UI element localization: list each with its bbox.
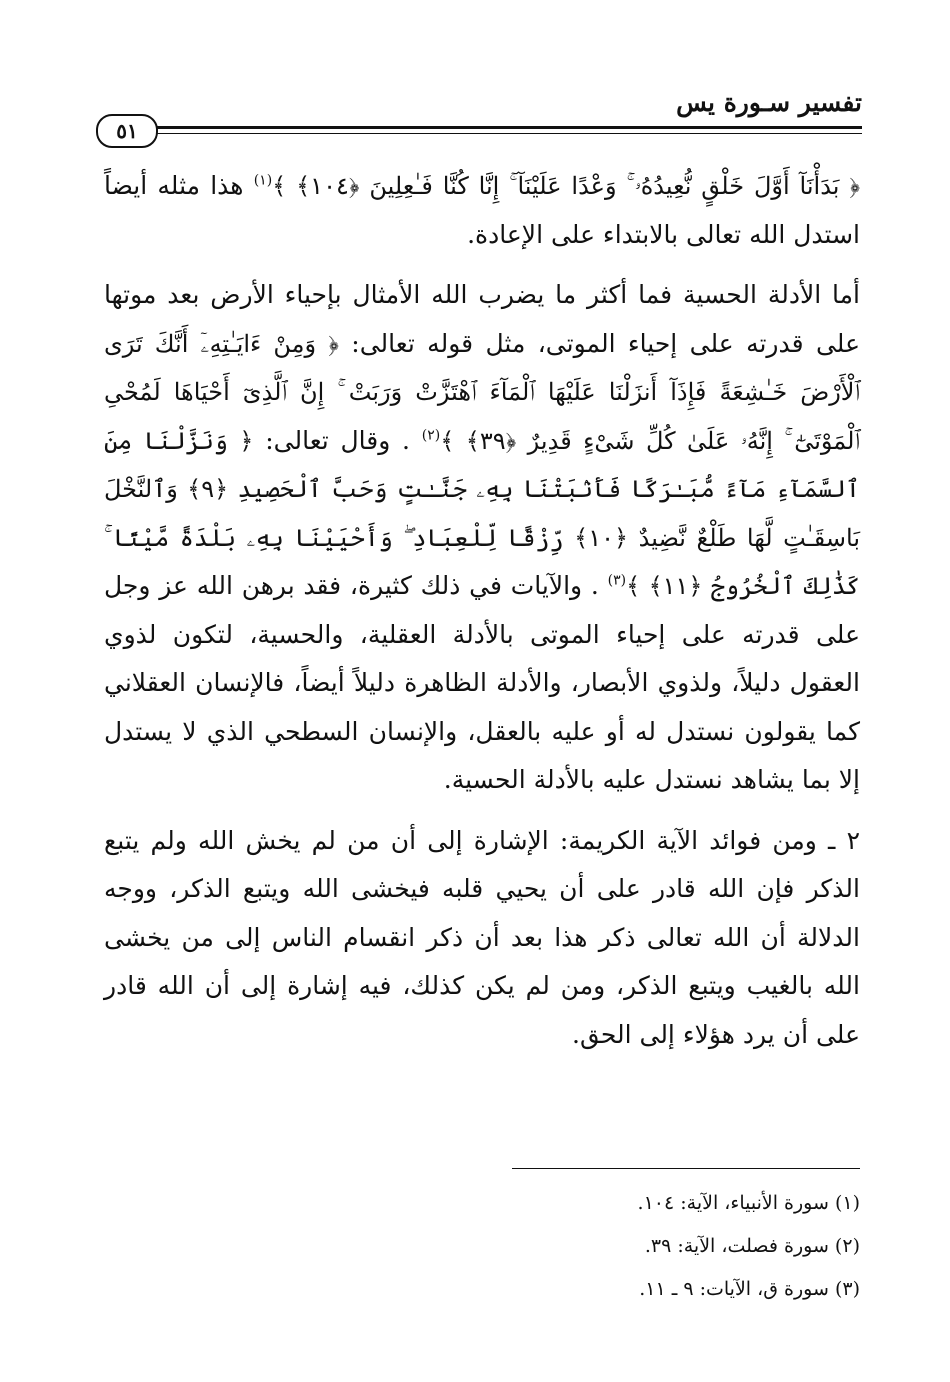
paragraph-3: ٢ ـ ومن فوائد الآية الكريمة: الإشارة إلى أن من لم يخش الله ولم يتبع الذكر فإن الله قادر على أن يحيي قلبه فيخشى الله ويتبع الذكر، ووجه الدلالة أن الله تعالى ذكر هذا بعد أن ذكر انقسام الناس إلى من يخشى الله بالغيب ويتبع الذكر، ومن لم يكن كذلك، فيه إشارة إلى أن الله قادر على أن يرد هؤلاء إلى الحق. <box>104 825 860 1049</box>
page-header <box>96 78 862 158</box>
paragraph-text: . وقال تعالى: <box>265 425 411 455</box>
page-number: ٥١ <box>96 114 158 148</box>
running-title: تفسير سـورة يس <box>676 88 862 117</box>
quran-verse: ﴿ وَمِنْ ءَايَـٰتِهِۦٓ أَنَّكَ تَرَى ٱلْأَرْضَ خَـٰشِعَةً فَإِذَآ أَنزَلْنَا عَلَيْهَا ٱلْمَآءَ ٱهْتَزَّتْ وَرَبَتْ ۚ إِنَّ ٱلَّذِىٓ أَحْيَاهَا لَمُحْىِ ٱلْمَوْتَىٰٓ ۚ إِنَّهُۥ عَلَىٰ كُلِّ شَىْءٍ قَدِيرٌ ﴿٣٩﴾ ﴾ <box>104 329 860 455</box>
footnote-3: (٣) سورة ق، الآيات: ٩ ـ ١١. <box>639 1278 860 1300</box>
body-text <box>104 162 860 1059</box>
footnote-1: (١) سورة الأنبياء، الآية: ١٠٤. <box>637 1192 860 1214</box>
footnote-separator <box>512 1168 860 1169</box>
quran-verse: ﴿ وَنَزَّلْنَا مِنَ ٱلسَّمَآءِ مَآءً مُّبَـٰرَكًا فَأَنۢبَتْنَا بِهِۦ جَنَّـٰتٍ وَحَبَّ ٱلْحَصِيدِ ﴿٩﴾ وَٱلنَّخْلَ بَاسِقَـٰتٍ لَّهَا طَلْعٌ نَّضِيدٌ ﴿١٠﴾ رِّزْقًا لِّلْعِبَادِ ۖ وَأَحْيَيْنَا بِهِۦ بَلْدَةً مَّيْتًا ۚ كَذَٰلِكَ ٱلْخُرُوجُ ﴿١١﴾ ﴾ <box>104 426 860 600</box>
footnote-ref-2: (٢) <box>421 427 441 444</box>
footnote-2: (٢) سورة فصلت، الآية: ٣٩. <box>644 1235 860 1257</box>
paragraph-text: . والآيات في ذلك كثيرة، فقد برهن الله عز وجل على قدرته على إحياء الموتى بالأدلة العقلية، والحسية، لتكون لذوي العقول دليلاً، ولذوي الأبصار، والأدلة الظاهرة دليلاً أيضاً، فالإنسان العقلاني كما يقولون نستدل له أو عليه بالعقل، والإنسان السطحي الذي لا يستدل إلا بما يشاهد نستدل عليه بالأدلة الحسية. <box>104 571 860 794</box>
quran-verse: ﴿ بَدَأْنَآ أَوَّلَ خَلْقٍ نُّعِيدُهُۥ ۚ وَعْدًا عَلَيْنَآ ۚ إِنَّا كُنَّا فَـٰعِلِينَ ﴿١٠٤﴾ ﴾ <box>272 172 860 200</box>
paragraph-1 <box>104 162 860 259</box>
paragraph-text: هذا مثله أيضاً استدل الله تعالى بالابتداء على الإعادة. <box>104 171 860 249</box>
footnote-ref-1: (١) <box>253 172 273 189</box>
header-rule-thin <box>152 133 862 134</box>
paragraph-text: أما الأدلة الحسية فما أكثر ما يضرب الله الأمثال بإحياء الأرض بعد موتها على قدرته على إحياء الموتى، مثل قوله تعالى: <box>104 280 861 358</box>
header-rule-thick <box>152 126 862 129</box>
footnotes <box>450 1182 860 1311</box>
paragraph-2 <box>104 271 860 805</box>
footnote-ref-3: (٣) <box>607 572 627 589</box>
